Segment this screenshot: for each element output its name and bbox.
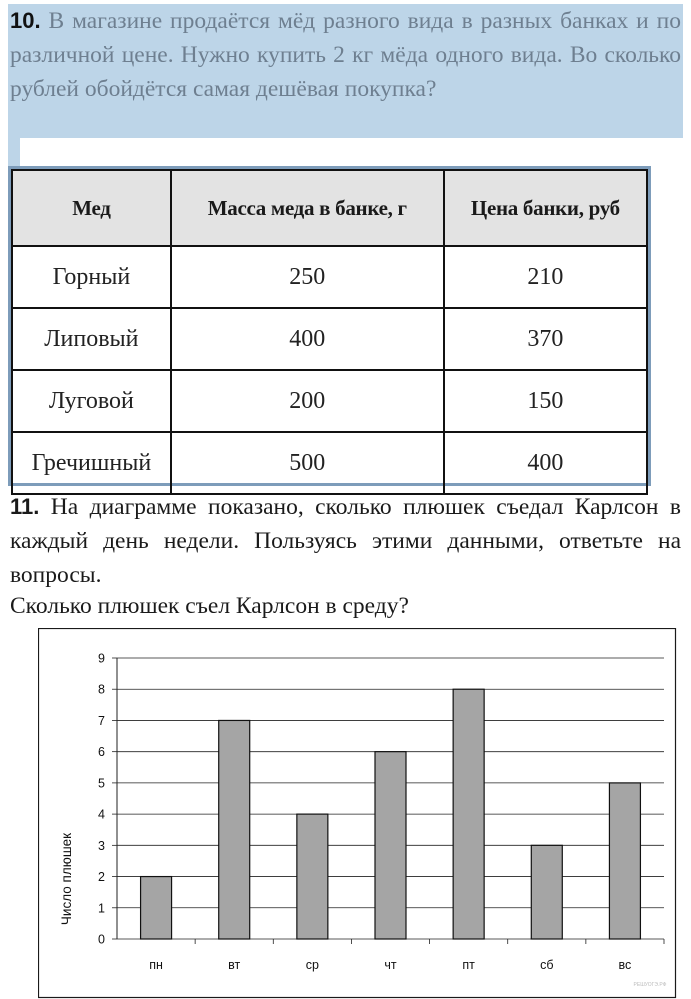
x-tick-label: чт [384, 958, 397, 972]
honey-table [11, 169, 648, 495]
bar-вс [609, 783, 640, 939]
cell-mass: 200 [171, 370, 444, 432]
bar-пт [453, 689, 484, 939]
cell-honey: Гречишный [12, 432, 171, 494]
cell-mass: 400 [171, 308, 444, 370]
x-tick-label: пн [149, 958, 163, 972]
y-tick-label: 6 [98, 745, 105, 760]
column-header-price: Цена банки, руб [444, 170, 647, 246]
y-tick-label: 5 [98, 776, 105, 791]
cell-price: 210 [444, 246, 647, 308]
x-tick-label: ср [305, 958, 319, 972]
table-row [12, 370, 647, 432]
column-header-honey: Мед [12, 170, 171, 246]
x-tick-label: сб [540, 958, 554, 972]
table-row [12, 432, 647, 494]
cell-mass: 250 [171, 246, 444, 308]
column-header-mass: Масса меда в банке, г [171, 170, 444, 246]
bar-ср [297, 814, 328, 939]
task-10-paragraph [10, 4, 681, 106]
task-11-question: Сколько плюшек съел Карлсон в среду? [10, 593, 409, 619]
y-tick-label: 1 [98, 901, 105, 916]
selection-highlight-tail [8, 138, 20, 168]
honey-table-frame [8, 166, 651, 486]
cell-price: 150 [444, 370, 647, 432]
table-header-row [12, 170, 647, 246]
y-tick-label: 3 [98, 838, 105, 853]
y-tick-label: 4 [98, 807, 105, 822]
cell-mass: 500 [171, 432, 444, 494]
y-tick-label: 8 [98, 682, 105, 697]
x-tick-label: вт [228, 958, 241, 972]
bar-вт [219, 720, 250, 939]
y-tick-label: 2 [98, 870, 105, 885]
task-11-number: 11. [10, 494, 40, 519]
watermark: РЕШУОГЭ.РФ [633, 982, 667, 988]
y-tick-label: 9 [98, 651, 105, 666]
cell-honey: Луговой [12, 370, 171, 432]
table-row [12, 308, 647, 370]
x-tick-label: пт [462, 958, 475, 972]
y-axis-label: Число плюшек [59, 832, 74, 926]
cell-honey: Липовый [12, 308, 171, 370]
chart-frame [39, 629, 676, 998]
cell-price: 370 [444, 308, 647, 370]
task-10-text: В магазине продаётся мёд разного вида в разных банках и по различной цене. Нужно купить 2 кг мёда одного вида. Во сколько рублей обойдётся самая дешёвая покупка? [10, 8, 681, 102]
task-11-paragraph [10, 490, 681, 592]
task-11-text: На диаграмме показано, сколько плюшек съедал Карлсон в каждый день недели. Пользуясь этими данными, ответьте на вопросы. [10, 494, 681, 588]
y-tick-label: 0 [98, 932, 105, 947]
bar-chart [38, 628, 678, 999]
cell-honey: Горный [12, 246, 171, 308]
bar-чт [375, 752, 406, 939]
bar-сб [531, 845, 562, 939]
table-row [12, 246, 647, 308]
bar-пн [141, 877, 172, 939]
x-tick-label: вс [618, 958, 632, 972]
task-10-number: 10. [10, 8, 41, 33]
cell-price: 400 [444, 432, 647, 494]
y-tick-label: 7 [98, 713, 105, 728]
